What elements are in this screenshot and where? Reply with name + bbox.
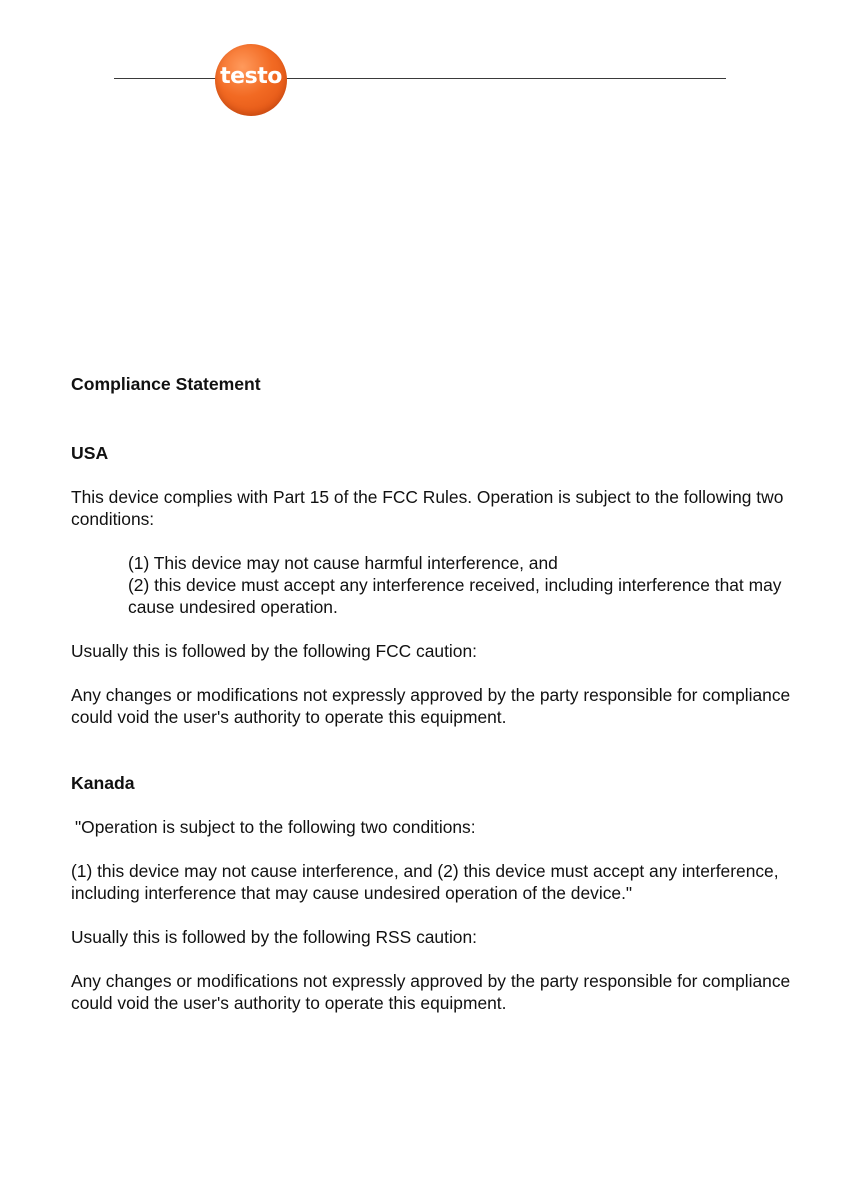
- logo-text: testo: [220, 64, 282, 89]
- document-title: Compliance Statement: [71, 374, 261, 394]
- canada-heading: Kanada: [71, 773, 135, 793]
- usa-conditions: [128, 552, 791, 618]
- canada-quote-intro: "Operation is subject to the following two conditions:: [75, 817, 476, 837]
- usa-heading: USA: [71, 443, 109, 463]
- usa-followup: Usually this is followed by the following FCC caution:: [71, 641, 477, 661]
- canada-conditions: (1) this device may not cause interference, and (2) this device must accept any interference, including interference that may cause undesired operation of the device.": [71, 861, 779, 903]
- usa-intro: This device complies with Part 15 of the FCC Rules. Operation is subject to the following two conditions:: [71, 487, 784, 529]
- usa-condition-2: (2) this device must accept any interference received, including interference that may cause undesired operation.: [128, 575, 782, 617]
- canada-followup: Usually this is followed by the following RSS caution:: [71, 927, 477, 947]
- header-rule-right: [284, 78, 726, 79]
- canada-caution: Any changes or modifications not expressly approved by the party responsible for compliance could void the user's authority to operate this equipment.: [71, 971, 791, 1013]
- usa-condition-1: (1) This device may not cause harmful interference, and: [128, 553, 558, 573]
- usa-caution: Any changes or modifications not expressly approved by the party responsible for compliance could void the user's authority to operate this equipment.: [71, 685, 791, 727]
- header-rule-left: [114, 78, 218, 79]
- testo-logo: [215, 44, 287, 116]
- document-body: [71, 373, 791, 1014]
